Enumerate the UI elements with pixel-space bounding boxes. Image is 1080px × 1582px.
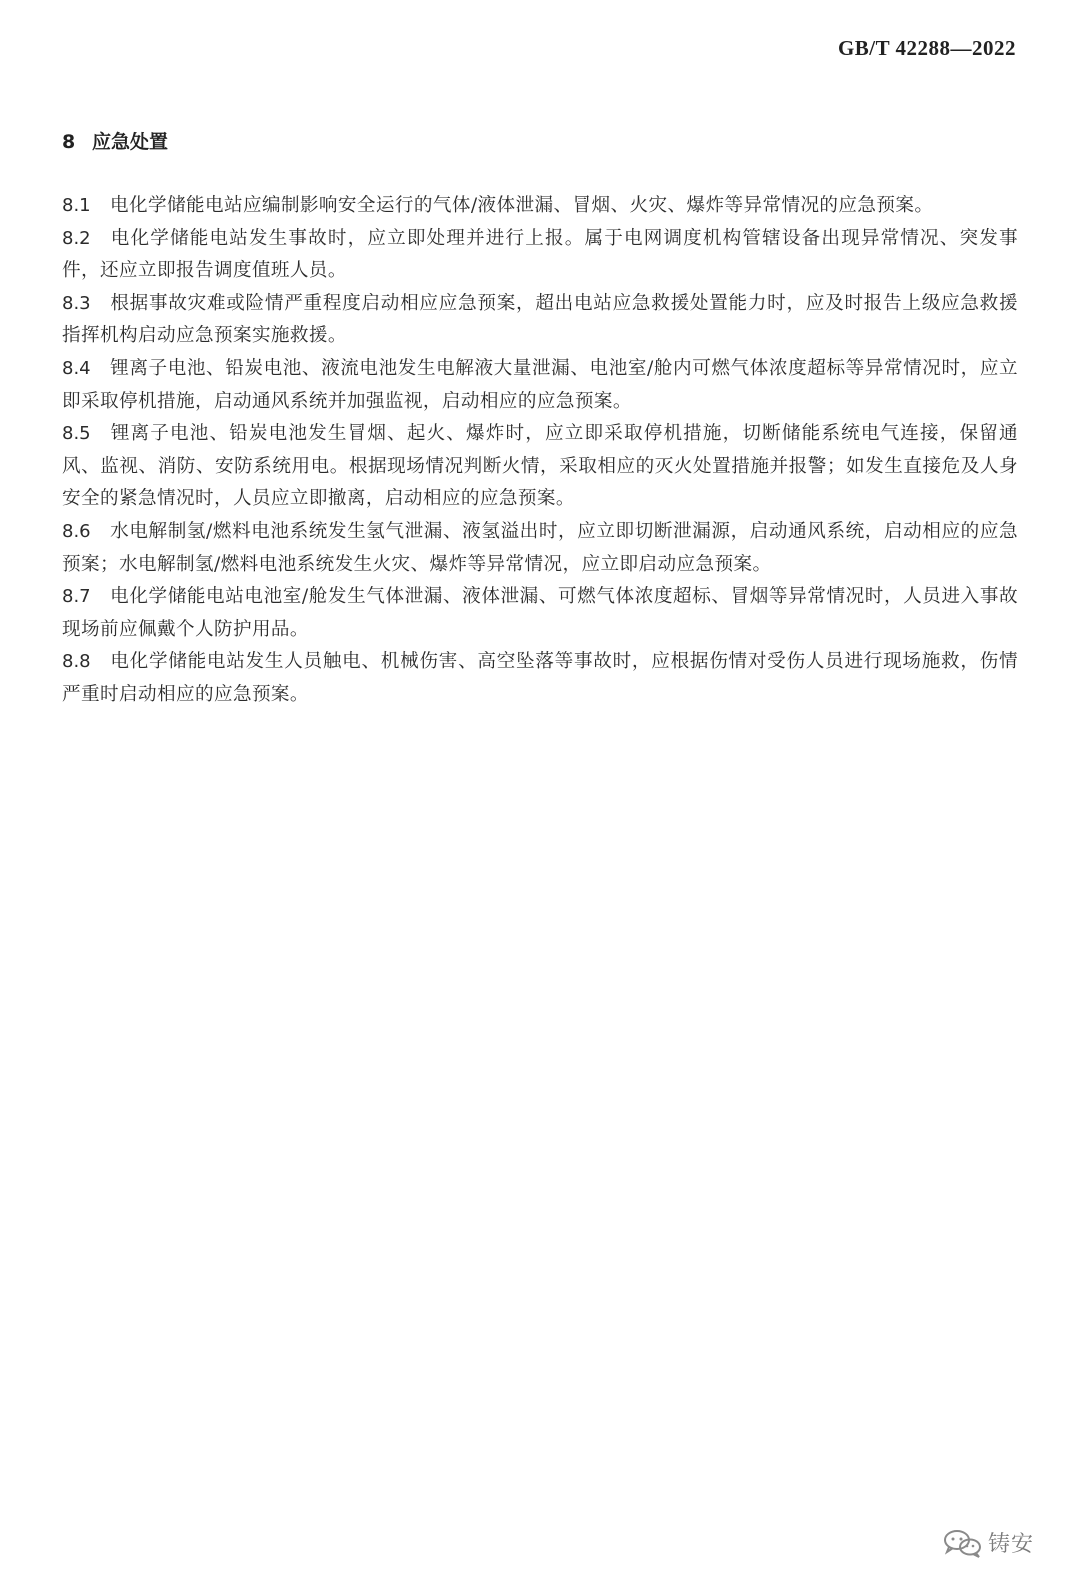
- clause-number: 8.3: [62, 292, 91, 314]
- clause-number: 8.2: [62, 227, 91, 249]
- clause-8-3: [62, 288, 1018, 353]
- clause-8-5: [62, 418, 1018, 516]
- clause-text: 电化学储能电站电池室/舱发生气体泄漏、液体泄漏、可燃气体浓度超标、冒烟等异常情况时，人员进入事故现场前应佩戴个人防护用品。: [62, 586, 1018, 640]
- section-heading: [62, 127, 168, 154]
- watermark: [942, 1527, 1034, 1558]
- clause-list: [62, 190, 1018, 712]
- clause-number: 8.6: [62, 520, 91, 542]
- clause-8-7: [62, 581, 1018, 646]
- clause-text: 锂离子电池、铅炭电池、液流电池发生电解液大量泄漏、电池室/舱内可燃气体浓度超标等异常情况时，应立即采取停机措施，启动通风系统并加强监视，启动相应的应急预案。: [62, 357, 1018, 412]
- watermark-text: 铸安: [987, 1532, 1034, 1557]
- clause-8-4: [62, 353, 1018, 418]
- section-number: 8: [62, 131, 76, 153]
- clause-number: 8.7: [62, 586, 91, 608]
- clause-text: 电化学储能电站发生人员触电、机械伤害、高空坠落等事故时，应根据伤情对受伤人员进行现场施救，伤情严重时启动相应的应急预案。: [62, 651, 1018, 705]
- clause-8-2: [62, 223, 1018, 288]
- wechat-icon: [942, 1528, 984, 1558]
- section-title: 应急处置: [92, 131, 169, 153]
- clause-text: 电化学储能电站发生事故时，应立即处理并进行上报。属于电网调度机构管辖设备出现异常情况、突发事件，还应立即报告调度值班人员。: [62, 227, 1018, 282]
- standard-number: GB/T 42288—2022: [837, 36, 1016, 60]
- clause-text: 水电解制氢/燃料电池系统发生氢气泄漏、液氢溢出时，应立即切断泄漏源，启动通风系统，启动相应的应急预案；水电解制氢/燃料电池系统发生火灾、爆炸等异常情况，应立即启动应急预案。: [62, 520, 1018, 575]
- clause-text: 根据事故灾难或险情严重程度启动相应应急预案，超出电站应急救援处置能力时，应及时报告上级应急救援指挥机构启动应急预案实施救援。: [62, 292, 1018, 347]
- clause-number: 8.8: [62, 651, 91, 673]
- clause-8-1: [62, 190, 1018, 223]
- clause-text: 电化学储能电站应编制影响安全运行的气体/液体泄漏、冒烟、火灾、爆炸等异常情况的应急预案。: [110, 195, 934, 216]
- clause-number: 8.5: [62, 423, 91, 445]
- clause-number: 8.1: [62, 195, 91, 216]
- clause-8-8: [62, 646, 1018, 711]
- clause-number: 8.4: [62, 357, 91, 379]
- clause-text: 锂离子电池、铅炭电池发生冒烟、起火、爆炸时，应立即采取停机措施，切断储能系统电气连接，保留通风、监视、消防、安防系统用电。根据现场情况判断火情，采取相应的灭火处置措施并报警；如发生直接危及人身安全的紧急情况时，人员应立即撤离，启动相应的应急预案。: [62, 423, 1018, 510]
- clause-8-6: [62, 516, 1018, 581]
